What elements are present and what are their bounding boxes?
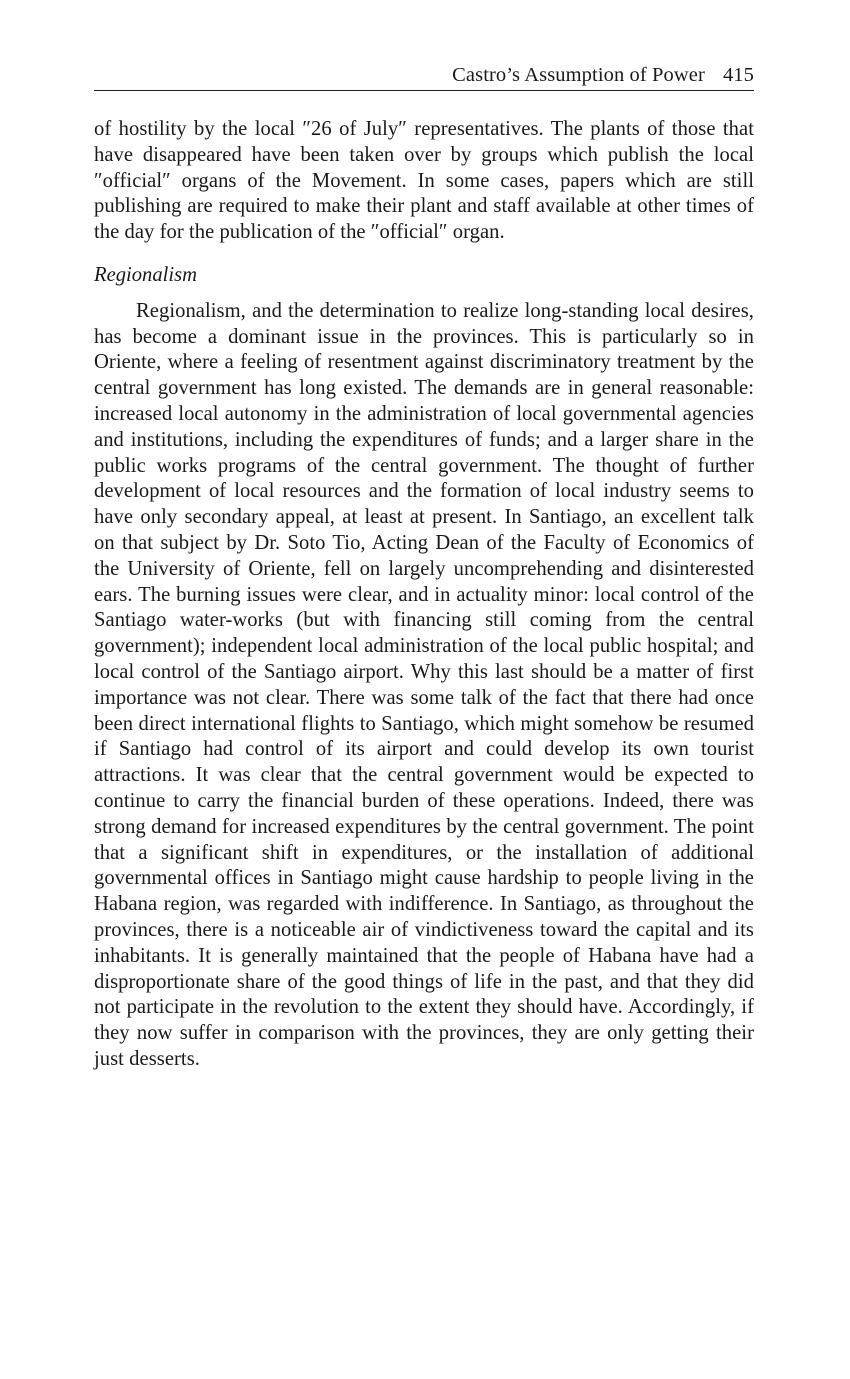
regionalism-paragraph: Regionalism, and the determination to realize long-standing local desires, has become a dominant issue in the provinces. This is particularly so in Oriente, where a feeling of resentment against discriminatory treatment by the central government has long existed. The demands are in general reasonable: increased local autonomy in the administration of local governmental agencies and institutions, including the expenditures of funds; and a larger share in the public works programs of the central government. The thought of further development of local resources and the formation of local industry seems to have only secondary appeal, at least at present. In Santiago, an excellent talk on that subject by Dr. Soto Tio, Acting Dean of the Faculty of Economics of the University of Oriente, fell on largely uncomprehending and disinterested ears. The burning issues were clear, and in actuality minor: local control of the Santiago water-works (but with financing still coming from the central government); independent local administration of the local public hospital; and local control of the Santiago airport. Why this last should be a matter of first importance was not clear. There was some talk of the fact that there had once been direct international flights to Santiago, which might somehow be resumed if Santiago had control of its airport and could develop its own tourist attractions. It was clear that the central government would be expected to continue to carry the financial burden of these operations. Indeed, there was strong demand for increased expenditures by the central government. The point that a significant shift in expenditures, or the installation of additional governmental offices in Santiago might cause hardship to people living in the Habana region, was regarded with indifference. In Santiago, as throughout the provinces, there is a noticeable air of vindictiveness toward the capital and its inhabitants. It is generally maintained that the people of Habana have had a disproportionate share of the good things of life in the past, and that they did not participate in the revolution to the extent they should have. Accordingly, if they now suffer in comparison with the provinces, they are only getting their just desserts. bbox=[94, 299, 754, 1070]
continued-paragraph: of hostility by the local ″26 of July″ representatives. The plants of those that have disappeared have been taken over by groups which publish the local ″official″ organs of the Movement. In some cases, papers which are still publishing are required to make their plant and staff available at other times of the day for the publication of the ″official″ organ. bbox=[94, 118, 754, 244]
page-number: 415 bbox=[722, 64, 754, 86]
section-heading: Regionalism bbox=[94, 263, 197, 286]
running-head bbox=[94, 62, 754, 91]
running-head-title: Castro’s Assumption of Power bbox=[452, 64, 705, 86]
body-text bbox=[94, 117, 754, 1073]
book-page bbox=[94, 62, 754, 1073]
